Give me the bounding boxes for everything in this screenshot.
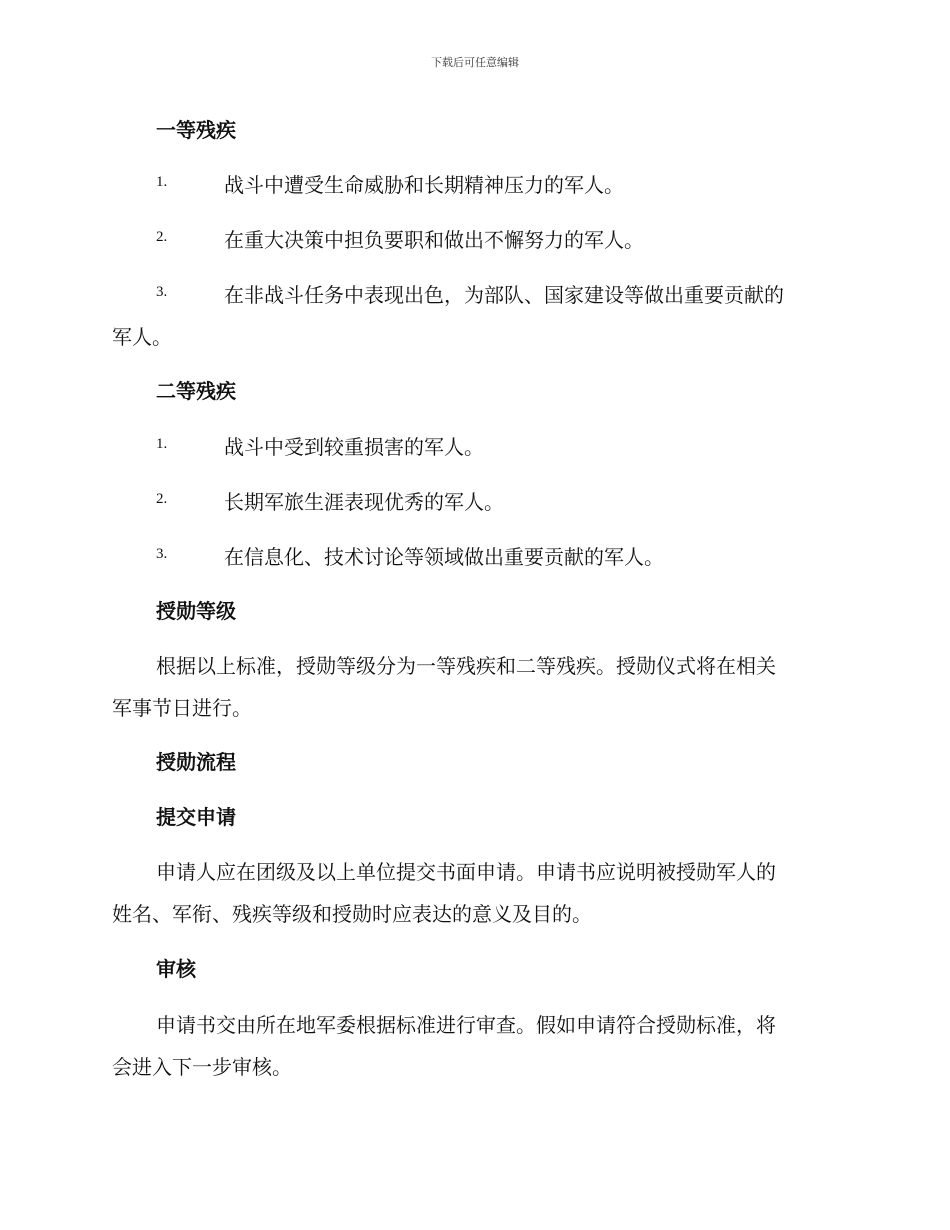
list-item-number: 1. (156, 436, 168, 452)
heading-grade2: 二等残疾 (156, 379, 236, 403)
list-item-text: 在非战斗任务中表现出色，为部队、国家建设等做出重要贡献的 (224, 283, 784, 307)
paragraph-line: 根据以上标准，授勋等级分为一等残疾和二等残疾。授勋仪式将在相关 (156, 654, 776, 678)
list-item-text: 战斗中遭受生命威胁和长期精神压力的军人。 (224, 173, 624, 197)
paragraph-line: 军事节日进行。 (112, 696, 252, 720)
heading-submit-application: 提交申请 (156, 805, 236, 829)
list-item-number: 2. (156, 491, 168, 507)
heading-review: 审核 (156, 957, 196, 981)
list-item-text: 在信息化、技术讨论等领域做出重要贡献的军人。 (224, 545, 664, 569)
paragraph-line: 申请人应在团级及以上单位提交书面申请。申请书应说明被授勋军人的 (156, 860, 776, 884)
list-item-number: 1. (156, 174, 168, 190)
paragraph-line: 申请书交由所在地军委根据标准进行审查。假如申请符合授勋标准，将 (156, 1013, 776, 1037)
list-item-text: 在重大决策中担负要职和做出不懈努力的军人。 (224, 228, 644, 252)
list-item-text: 长期军旅生涯表现优秀的军人。 (224, 490, 504, 514)
list-item-number: 3. (156, 546, 168, 562)
page-header-note: 下载后可任意编辑 (431, 56, 519, 69)
list-item-number: 2. (156, 229, 168, 245)
paragraph-line: 会进入下一步审核。 (112, 1055, 292, 1079)
paragraph-line: 姓名、军衔、残疾等级和授勋时应表达的意义及目的。 (112, 902, 592, 926)
list-item-number: 3. (156, 284, 168, 300)
heading-grade1: 一等残疾 (156, 118, 236, 142)
list-item-text-continued: 军人。 (112, 325, 172, 349)
list-item-text: 战斗中受到较重损害的军人。 (224, 435, 484, 459)
heading-award-level: 授勋等级 (156, 599, 236, 623)
heading-award-process: 授勋流程 (156, 750, 236, 774)
